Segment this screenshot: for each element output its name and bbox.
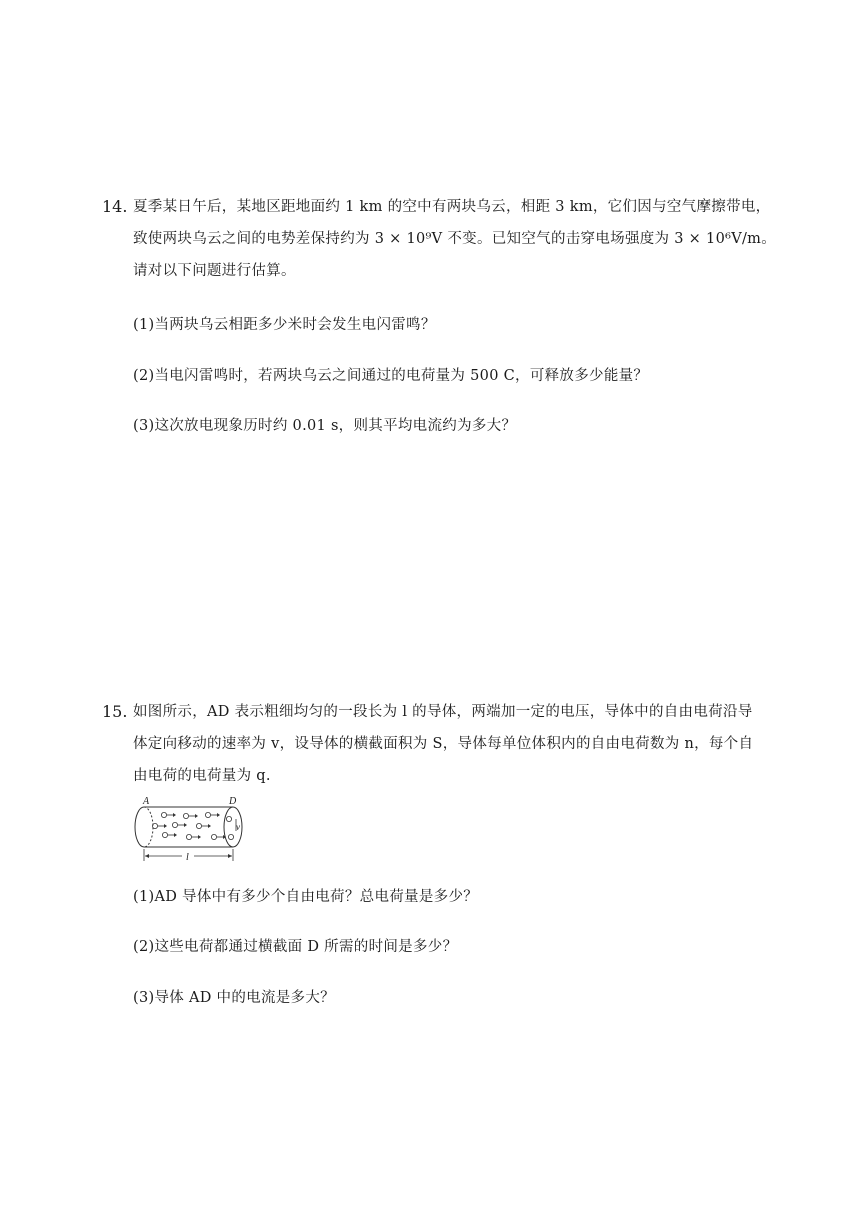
charge — [161, 812, 166, 817]
charge — [183, 813, 188, 818]
charge — [172, 822, 177, 827]
left-end-back — [144, 807, 153, 847]
problem-15-number: 15. — [102, 702, 128, 721]
charge — [211, 834, 216, 839]
conductor-diagram — [130, 793, 246, 865]
charge — [196, 823, 201, 828]
left-end-front — [135, 807, 144, 847]
problem-15-subquestion-3: (3)导体 AD 中的电流是多大？ — [133, 990, 335, 1006]
problem-15-line-3: 由电荷的电荷量为 q. — [133, 768, 271, 784]
charge — [186, 834, 191, 839]
problem-14-subquestion-2: (2)当电闪雷鸣时，若两块乌云之间通过的电荷量为 500 C，可释放多少能量？ — [133, 368, 649, 384]
problem-14-number: 14. — [102, 197, 128, 216]
problem-15-subquestion-2: (2)这些电荷都通过横截面 D 所需的时间是多少？ — [133, 939, 458, 955]
charge — [205, 812, 210, 817]
problem-14-subquestion-1: (1)当两块乌云相距多少米时会发生电闪雷鸣？ — [133, 317, 436, 333]
label-a: A — [143, 796, 150, 807]
problem-15-subquestion-1: (1)AD 导体中有多少个自由电荷？总电荷量是多少？ — [133, 889, 479, 905]
charge — [162, 832, 167, 837]
label-v: v — [236, 822, 240, 832]
label-d: D — [229, 796, 237, 807]
problem-15-line-1: 如图所示，AD 表示粗细均匀的一段长为 l 的导体，两端加一定的电压，导体中的自由电荷沿导 — [133, 704, 753, 720]
charge — [226, 816, 231, 821]
problem-14-line-1: 夏季某日午后，某地区距地面约 1 km 的空中有两块乌云，相距 3 km，它们因与空气摩擦带电， — [133, 199, 771, 215]
charge — [152, 823, 157, 828]
label-l: l — [186, 852, 189, 863]
problem-14-line-3: 请对以下问题进行估算。 — [133, 263, 296, 279]
problem-14-subquestion-3: (3)这次放电现象历时约 0.01 s，则其平均电流约为多大？ — [133, 418, 517, 434]
problem-14-line-2: 致使两块乌云之间的电势差保持约为 3 × 10⁹V 不变。已知空气的击穿电场强度为 3 × 10⁶V/m。 — [133, 231, 777, 247]
dimension-arrow-right — [228, 854, 232, 858]
problem-15-line-2: 体定向移动的速率为 v，设导体的横截面积为 S，导体每单位体积内的自由电荷数为 n，每个自 — [133, 736, 754, 752]
charge — [228, 834, 233, 839]
dimension-arrow-left — [145, 854, 149, 858]
